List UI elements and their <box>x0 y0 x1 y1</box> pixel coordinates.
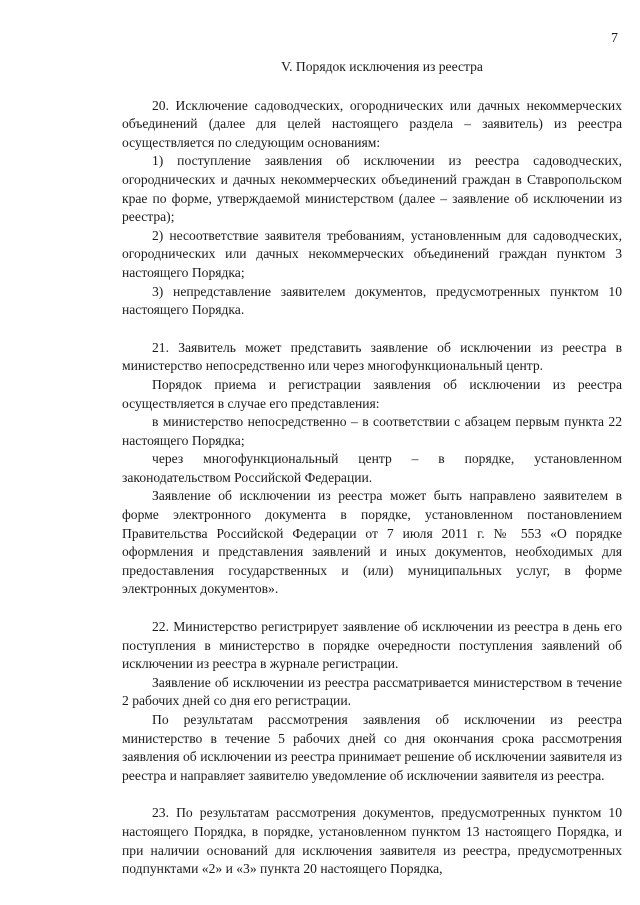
clause-23 <box>122 804 622 878</box>
paragraph: через многофункциональный центр – в порядке, установленном законодательством Российской Федерации. <box>122 451 622 485</box>
paragraph: Заявление об исключении из реестра может быть направлено заявителем в форме электронного документа в порядке, установленном постановлением Правительства Российской Федерации от 7 июля 2011 г. № 553 «О порядке оформления и представления заявлений и иных документов, необходимых для предоставления государственных и (или) муниципальных услуг, в форме электронных документов». <box>122 488 622 597</box>
paragraph: Порядок приема и регистрации заявления об исключении из реестра осуществляется в случае его представления: <box>122 376 622 411</box>
clause-21 <box>122 339 622 599</box>
paragraph: По результатам рассмотрения заявления об исключении из реестра министерство в течение 5 рабочих дней со дня окончания срока рассмотрения заявления об исключении из реестра принимает решение об исключении заявителя из реестра и направляет заявителю уведомление об исключении заявителя из реестра. <box>122 712 622 783</box>
paragraph: 22. Министерство регистрирует заявление об исключении из реестра в день его поступления в министерство в порядке очередности поступления заявлений об исключении из реестра в журнале регистрации. <box>122 619 622 672</box>
clause-22 <box>122 618 622 785</box>
paragraph: в министерство непосредственно – в соответствии с абзацем первым пункта 22 настоящего Порядка; <box>122 414 622 448</box>
paragraph: 20. Исключение садоводческих, огороднических или дачных некоммерческих объединений (далее для целей настоящего раздела – заявитель) из реестра осуществляется по следующим основаниям: <box>122 97 622 150</box>
page-number: 7 <box>611 31 618 46</box>
paragraph: 2) несоответствие заявителя требованиям, установленным для садоводческих, огороднических или дачных некоммерческих объединений граждан пунктом 3 настоящего Порядка; <box>122 227 622 280</box>
paragraph: 23. По результатам рассмотрения документов, предусмотренных пунктом 10 настоящего Порядка, в порядке, установленном пунктом 13 настоящего Порядка, и при наличии оснований для исключения заявителя из реестра, предусмотренных подпунктами «2» и «3» пункта 20 настоящего Порядка, <box>122 805 622 877</box>
paragraph: 3) непредставление заявителем документов, предусмотренных пунктом 10 настоящего Порядка. <box>122 283 622 318</box>
section-title: V. Порядок исключения из реестра <box>281 59 483 74</box>
paragraph: 21. Заявитель может представить заявление об исключении из реестра в министерство непосредственно или через многофункциональный центр. <box>122 339 622 374</box>
section-gap <box>122 785 622 804</box>
section-gap <box>122 320 622 339</box>
document-body <box>122 58 622 879</box>
section-gap <box>122 599 622 618</box>
paragraph: 1) поступление заявления об исключении из реестра садоводческих, огороднических и дачных некоммерческих объединений граждан в Ставропольском крае по форме, утверждаемой министерством (далее – заявление об исключении из реестра); <box>122 153 622 225</box>
paragraph: Заявление об исключении из реестра рассматривается министерством в течение 2 рабочих дней со дня его регистрации. <box>122 674 622 709</box>
clause-20 <box>122 97 622 320</box>
